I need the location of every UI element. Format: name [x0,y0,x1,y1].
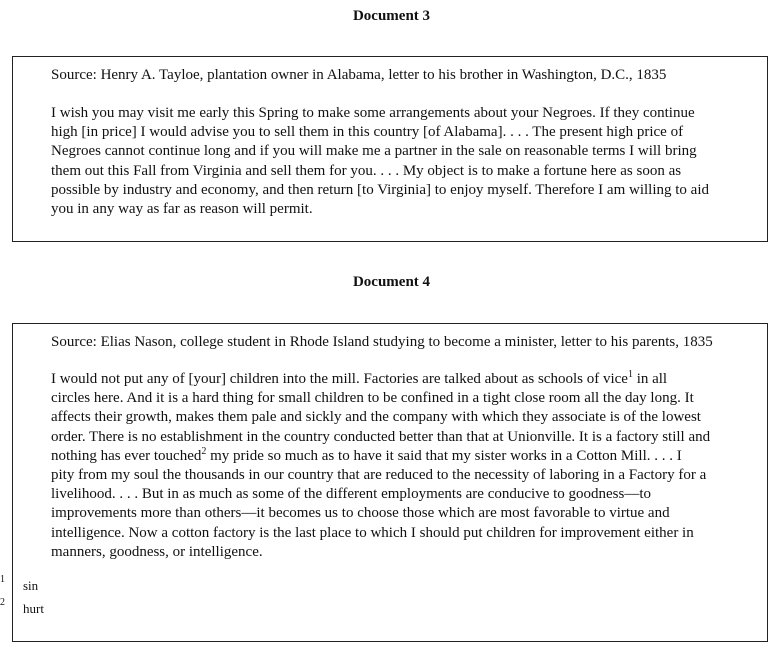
document-4-body [51,370,710,562]
document-4-line: intelligence. Now a cotton factory is the last place to which I should put children for improvement either in [51,524,694,541]
document-3-line: possible by industry and economy, and then return [to Virginia] to enjoy myself. Therefore I am willing to aid [51,181,709,198]
footnote-text: sin [23,578,39,593]
document-4-source: Source: Elias Nason, college student in Rhode Island studying to become a minister, letter to his parents, 1835 [51,334,713,350]
document-4-line: livelihood. . . . But in as much as some of the different employments are conducive to goodness—to [51,486,652,503]
document-4-line: order. There is no establishment in the country conducted better than that at Unionville. It is a factory still and [51,428,711,445]
document-4-line: manners, goodness, or intelligence. [51,543,263,560]
footnote-ref-2: 2 [201,445,207,457]
document-3-box [12,56,768,242]
document-3-body [51,104,709,219]
document-4-line: affects their growth, makes them pale and sickly and the company with which they associate is of the lowest [51,409,701,426]
document-4-line [51,370,710,389]
document-3-line: you in any way as far as reason will permit. [51,201,313,218]
document-3-line: them out this Fall from Virginia and sell them for you. . . . My object is to make a fortune here as soon as [51,162,682,179]
footnote-text: hurt [23,601,44,616]
footnote-mark: 1 [0,574,5,585]
document-4-line: pity from my soul the thousands in our country that are reduced to the necessity of laboring in a Factory for a [51,467,707,484]
document-4-line-text: my pride so much as to have it said that my sister works in a Cotton Mill. . . . I [206,447,682,464]
footnote-mark: 2 [0,597,5,608]
document-4-line: improvements more than others—it becomes us to choose those which are most favorable to virtue and [51,505,670,522]
document-4-line-text: nothing has ever touched [51,447,202,464]
document-4-title: Document 4 [352,274,431,290]
document-3-line: I wish you may visit me early this Spring to make some arrangements about your Negroes. If they continue [51,105,695,121]
document-4-line-text: in all [632,371,668,387]
document-4-line-text: I would not put any of [your] children into the mill. Factories are talked about as schools of vice [51,371,628,387]
document-4-line [51,447,710,466]
document-3-line: Negroes cannot continue long and if you will make me a partner in the sale on reasonable terms I will bring [51,143,697,160]
document-3-source: Source: Henry A. Tayloe, plantation owner in Alabama, letter to his brother in Washington, D.C., 1835 [51,67,667,83]
document-3-line: high [in price] I would advise you to sell them in this country [of Alabama]. . . . The present high price of [51,124,684,141]
footnote-ref-1: 1 [627,369,633,380]
document-3-title: Document 3 [352,8,431,24]
document-4-box [12,323,768,642]
document-4-line: circles here. And it is a hard thing for small children to be confined in a tight close room all the day long. It [51,390,694,407]
